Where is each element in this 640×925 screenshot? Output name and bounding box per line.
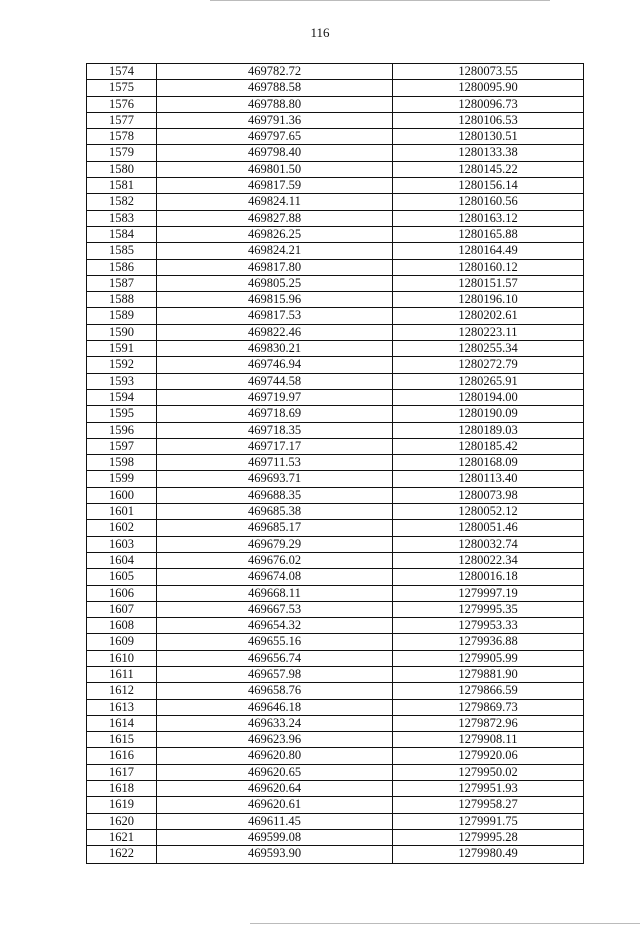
table-row bbox=[87, 553, 583, 569]
x-coordinate-cell: 469693.71 bbox=[157, 471, 393, 486]
table-row bbox=[87, 243, 583, 259]
y-coordinate-cell: 1280255.34 bbox=[458, 341, 518, 356]
table-row bbox=[87, 211, 583, 227]
point-number-cell: 1596 bbox=[87, 423, 157, 438]
point-number-cell: 1600 bbox=[87, 488, 157, 503]
y-coordinate-cell: 1280022.34 bbox=[458, 552, 518, 567]
table-row bbox=[87, 292, 583, 308]
table-row bbox=[87, 194, 583, 210]
y-coordinate-cell: 1280145.22 bbox=[458, 161, 518, 176]
table-row bbox=[87, 781, 583, 797]
table-row bbox=[87, 455, 583, 471]
y-coordinate-cell: 1280160.12 bbox=[458, 259, 518, 274]
table-row bbox=[87, 406, 583, 422]
point-number-cell: 1595 bbox=[87, 406, 157, 421]
x-coordinate-cell: 469782.72 bbox=[157, 64, 393, 79]
y-coordinate-cell: 1280190.09 bbox=[458, 406, 518, 421]
x-coordinate-cell: 469593.90 bbox=[157, 846, 393, 862]
table-row bbox=[87, 667, 583, 683]
table-row bbox=[87, 814, 583, 830]
y-coordinate-cell: 1280272.79 bbox=[458, 357, 518, 372]
y-coordinate-cell: 1279951.93 bbox=[458, 781, 518, 796]
point-number-cell: 1606 bbox=[87, 586, 157, 601]
table-row bbox=[87, 97, 583, 113]
point-number-cell: 1607 bbox=[87, 602, 157, 617]
table-row bbox=[87, 357, 583, 373]
table-row bbox=[87, 700, 583, 716]
table-row bbox=[87, 748, 583, 764]
x-coordinate-cell: 469674.08 bbox=[157, 569, 393, 584]
point-number-cell: 1585 bbox=[87, 243, 157, 258]
y-coordinate-cell: 1280168.09 bbox=[458, 455, 518, 470]
x-coordinate-cell: 469646.18 bbox=[157, 700, 393, 715]
x-coordinate-cell: 469654.32 bbox=[157, 618, 393, 633]
point-number-cell: 1614 bbox=[87, 716, 157, 731]
page-number: 116 bbox=[310, 25, 330, 40]
point-number-cell: 1616 bbox=[87, 748, 157, 763]
point-number-cell: 1581 bbox=[87, 178, 157, 193]
y-coordinate-cell: 1280032.74 bbox=[458, 536, 518, 551]
scan-edge-top bbox=[210, 0, 550, 1]
x-coordinate-cell: 469676.02 bbox=[157, 553, 393, 568]
table-row bbox=[87, 390, 583, 406]
x-coordinate-cell: 469822.46 bbox=[157, 325, 393, 340]
y-coordinate-cell: 1280096.73 bbox=[458, 96, 518, 111]
table-row bbox=[87, 586, 583, 602]
point-number-cell: 1588 bbox=[87, 292, 157, 307]
x-coordinate-cell: 469817.53 bbox=[157, 308, 393, 323]
point-number-cell: 1577 bbox=[87, 113, 157, 128]
y-coordinate-cell: 1280016.18 bbox=[458, 569, 518, 584]
y-coordinate-cell: 1280073.55 bbox=[458, 64, 518, 78]
point-number-cell: 1613 bbox=[87, 700, 157, 715]
y-coordinate-cell: 1280051.46 bbox=[458, 520, 518, 535]
x-coordinate-cell: 469711.53 bbox=[157, 455, 393, 470]
table-row bbox=[87, 683, 583, 699]
y-coordinate-cell: 1279995.35 bbox=[458, 601, 518, 616]
point-number-cell: 1575 bbox=[87, 80, 157, 95]
table-row bbox=[87, 129, 583, 145]
x-coordinate-cell: 469657.98 bbox=[157, 667, 393, 682]
table-row bbox=[87, 846, 583, 862]
x-coordinate-cell: 469656.74 bbox=[157, 651, 393, 666]
point-number-cell: 1602 bbox=[87, 520, 157, 535]
scan-edge-bottom bbox=[250, 923, 640, 924]
x-coordinate-cell: 469718.35 bbox=[157, 423, 393, 438]
y-coordinate-cell: 1280196.10 bbox=[458, 292, 518, 307]
table-row bbox=[87, 308, 583, 324]
x-coordinate-cell: 469688.35 bbox=[157, 488, 393, 503]
y-coordinate-cell: 1280165.88 bbox=[458, 226, 518, 241]
point-number-cell: 1612 bbox=[87, 683, 157, 698]
x-coordinate-cell: 469667.53 bbox=[157, 602, 393, 617]
x-coordinate-cell: 469599.08 bbox=[157, 830, 393, 845]
table-row bbox=[87, 618, 583, 634]
y-coordinate-cell: 1280185.42 bbox=[458, 438, 518, 453]
table-row bbox=[87, 471, 583, 487]
x-coordinate-cell: 469817.80 bbox=[157, 260, 393, 275]
y-coordinate-cell: 1279866.59 bbox=[458, 683, 518, 698]
point-number-cell: 1574 bbox=[87, 64, 157, 79]
y-coordinate-cell: 1280265.91 bbox=[458, 373, 518, 388]
x-coordinate-cell: 469620.80 bbox=[157, 748, 393, 763]
table-row bbox=[87, 145, 583, 161]
x-coordinate-cell: 469830.21 bbox=[157, 341, 393, 356]
x-coordinate-cell: 469685.38 bbox=[157, 504, 393, 519]
y-coordinate-cell: 1280106.53 bbox=[458, 112, 518, 127]
table-row bbox=[87, 423, 583, 439]
y-coordinate-cell: 1280160.56 bbox=[458, 194, 518, 209]
table-row bbox=[87, 716, 583, 732]
x-coordinate-cell: 469801.50 bbox=[157, 162, 393, 177]
y-coordinate-cell: 1279908.11 bbox=[458, 732, 518, 747]
y-coordinate-cell: 1279991.75 bbox=[458, 813, 518, 828]
table-row bbox=[87, 537, 583, 553]
point-number-cell: 1582 bbox=[87, 194, 157, 209]
y-coordinate-cell: 1279997.19 bbox=[458, 585, 518, 600]
x-coordinate-cell: 469797.65 bbox=[157, 129, 393, 144]
x-coordinate-cell: 469788.58 bbox=[157, 80, 393, 95]
y-coordinate-cell: 1280113.40 bbox=[458, 471, 518, 486]
table-row bbox=[87, 80, 583, 96]
table-row bbox=[87, 439, 583, 455]
y-coordinate-cell: 1279995.28 bbox=[458, 829, 518, 844]
point-number-cell: 1615 bbox=[87, 732, 157, 747]
point-number-cell: 1597 bbox=[87, 439, 157, 454]
y-coordinate-cell: 1280202.61 bbox=[458, 308, 518, 323]
point-number-cell: 1578 bbox=[87, 129, 157, 144]
x-coordinate-cell: 469658.76 bbox=[157, 683, 393, 698]
point-number-cell: 1592 bbox=[87, 357, 157, 372]
point-number-cell: 1598 bbox=[87, 455, 157, 470]
point-number-cell: 1601 bbox=[87, 504, 157, 519]
point-number-cell: 1604 bbox=[87, 553, 157, 568]
point-number-cell: 1589 bbox=[87, 308, 157, 323]
table-row bbox=[87, 341, 583, 357]
table-row bbox=[87, 765, 583, 781]
x-coordinate-cell: 469827.88 bbox=[157, 211, 393, 226]
x-coordinate-cell: 469826.25 bbox=[157, 227, 393, 242]
table-row bbox=[87, 797, 583, 813]
y-coordinate-cell: 1280073.98 bbox=[458, 487, 518, 502]
table-row bbox=[87, 162, 583, 178]
point-number-cell: 1618 bbox=[87, 781, 157, 796]
y-coordinate-cell: 1279950.02 bbox=[458, 764, 518, 779]
point-number-cell: 1599 bbox=[87, 471, 157, 486]
point-number-cell: 1590 bbox=[87, 325, 157, 340]
x-coordinate-cell: 469791.36 bbox=[157, 113, 393, 128]
table-row bbox=[87, 830, 583, 846]
y-coordinate-cell: 1280130.51 bbox=[458, 129, 518, 144]
y-coordinate-cell: 1280151.57 bbox=[458, 275, 518, 290]
y-coordinate-cell: 1279869.73 bbox=[458, 699, 518, 714]
table-row bbox=[87, 651, 583, 667]
x-coordinate-cell: 469719.97 bbox=[157, 390, 393, 405]
y-coordinate-cell: 1280164.49 bbox=[458, 243, 518, 258]
x-coordinate-cell: 469805.25 bbox=[157, 276, 393, 291]
point-number-cell: 1586 bbox=[87, 260, 157, 275]
table-row bbox=[87, 634, 583, 650]
y-coordinate-cell: 1280194.00 bbox=[458, 389, 518, 404]
point-number-cell: 1580 bbox=[87, 162, 157, 177]
point-number-cell: 1587 bbox=[87, 276, 157, 291]
x-coordinate-cell: 469668.11 bbox=[157, 586, 393, 601]
x-coordinate-cell: 469798.40 bbox=[157, 145, 393, 160]
table-row bbox=[87, 602, 583, 618]
point-number-cell: 1619 bbox=[87, 797, 157, 812]
table-row bbox=[87, 374, 583, 390]
x-coordinate-cell: 469679.29 bbox=[157, 537, 393, 552]
table-row bbox=[87, 64, 583, 80]
x-coordinate-cell: 469744.58 bbox=[157, 374, 393, 389]
x-coordinate-cell: 469655.16 bbox=[157, 634, 393, 649]
y-coordinate-cell: 1279905.99 bbox=[458, 650, 518, 665]
y-coordinate-cell: 1279953.33 bbox=[458, 618, 518, 633]
point-number-cell: 1621 bbox=[87, 830, 157, 845]
y-coordinate-cell: 1279881.90 bbox=[458, 666, 518, 681]
point-number-cell: 1579 bbox=[87, 145, 157, 160]
point-number-cell: 1593 bbox=[87, 374, 157, 389]
table-row bbox=[87, 227, 583, 243]
table-row bbox=[87, 325, 583, 341]
y-coordinate-cell: 1280223.11 bbox=[458, 324, 518, 339]
table-row bbox=[87, 178, 583, 194]
x-coordinate-cell: 469620.65 bbox=[157, 765, 393, 780]
x-coordinate-cell: 469717.17 bbox=[157, 439, 393, 454]
x-coordinate-cell: 469824.21 bbox=[157, 243, 393, 258]
y-coordinate-cell: 1279872.96 bbox=[458, 715, 518, 730]
x-coordinate-cell: 469817.59 bbox=[157, 178, 393, 193]
point-number-cell: 1620 bbox=[87, 814, 157, 829]
table-row bbox=[87, 113, 583, 129]
y-coordinate-cell: 1280052.12 bbox=[458, 504, 518, 519]
point-number-cell: 1617 bbox=[87, 765, 157, 780]
x-coordinate-cell: 469611.45 bbox=[157, 814, 393, 829]
point-number-cell: 1583 bbox=[87, 211, 157, 226]
point-number-cell: 1591 bbox=[87, 341, 157, 356]
table-row bbox=[87, 504, 583, 520]
point-number-cell: 1576 bbox=[87, 97, 157, 112]
y-coordinate-cell: 1280189.03 bbox=[458, 422, 518, 437]
y-coordinate-cell: 1279980.49 bbox=[458, 846, 518, 861]
x-coordinate-cell: 469746.94 bbox=[157, 357, 393, 372]
point-number-cell: 1605 bbox=[87, 569, 157, 584]
x-coordinate-cell: 469620.64 bbox=[157, 781, 393, 796]
x-coordinate-cell: 469788.80 bbox=[157, 97, 393, 112]
point-number-cell: 1608 bbox=[87, 618, 157, 633]
x-coordinate-cell: 469623.96 bbox=[157, 732, 393, 747]
point-number-cell: 1609 bbox=[87, 634, 157, 649]
y-coordinate-cell: 1280163.12 bbox=[458, 210, 518, 225]
point-number-cell: 1584 bbox=[87, 227, 157, 242]
table-row bbox=[87, 569, 583, 585]
x-coordinate-cell: 469718.69 bbox=[157, 406, 393, 421]
y-coordinate-cell: 1279936.88 bbox=[458, 634, 518, 649]
table-row bbox=[87, 732, 583, 748]
table-row bbox=[87, 488, 583, 504]
table-row bbox=[87, 520, 583, 536]
y-coordinate-cell: 1280156.14 bbox=[458, 178, 518, 193]
y-coordinate-cell: 1279958.27 bbox=[458, 797, 518, 812]
coordinates-table bbox=[86, 63, 584, 864]
table-row bbox=[87, 276, 583, 292]
point-number-cell: 1594 bbox=[87, 390, 157, 405]
x-coordinate-cell: 469633.24 bbox=[157, 716, 393, 731]
x-coordinate-cell: 469620.61 bbox=[157, 797, 393, 812]
point-number-cell: 1622 bbox=[87, 846, 157, 862]
x-coordinate-cell: 469685.17 bbox=[157, 520, 393, 535]
y-coordinate-cell: 1280095.90 bbox=[458, 80, 518, 95]
point-number-cell: 1610 bbox=[87, 651, 157, 666]
point-number-cell: 1611 bbox=[87, 667, 157, 682]
x-coordinate-cell: 469815.96 bbox=[157, 292, 393, 307]
table-row bbox=[87, 260, 583, 276]
point-number-cell: 1603 bbox=[87, 537, 157, 552]
y-coordinate-cell: 1279920.06 bbox=[458, 748, 518, 763]
y-coordinate-cell: 1280133.38 bbox=[458, 145, 518, 160]
x-coordinate-cell: 469824.11 bbox=[157, 194, 393, 209]
